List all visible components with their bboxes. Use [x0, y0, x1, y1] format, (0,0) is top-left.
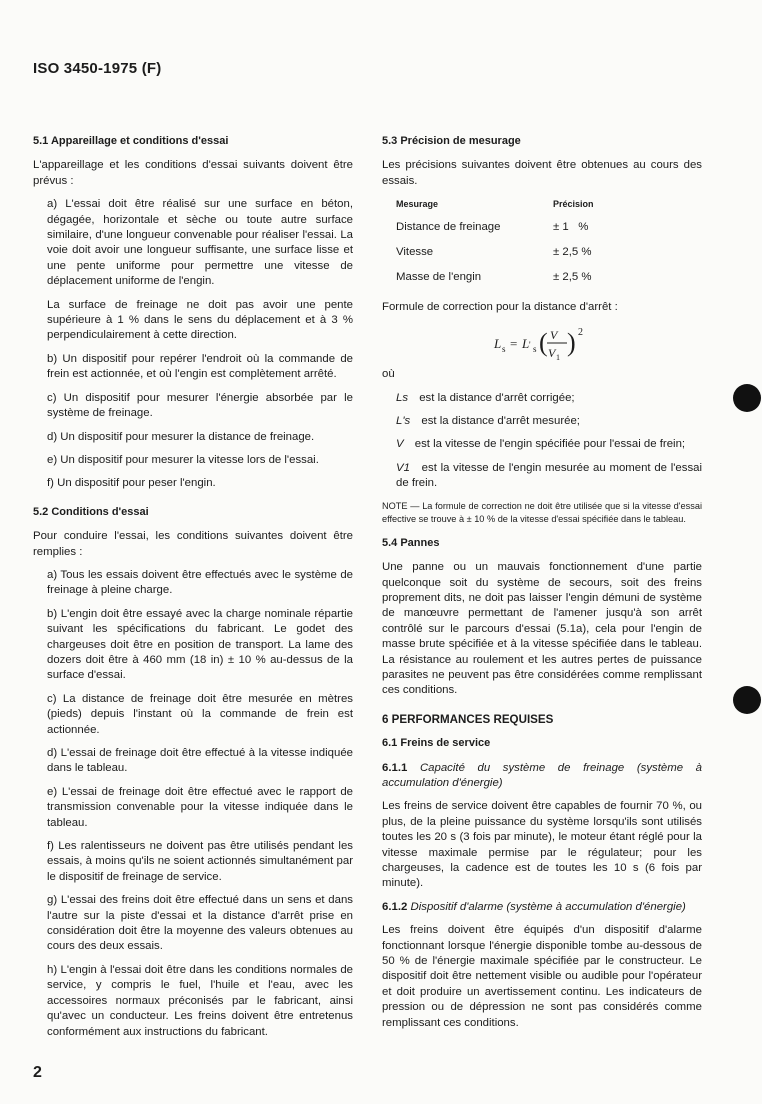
- variable-definition: [396, 461, 702, 492]
- svg-text:1: 1: [556, 353, 560, 363]
- punch-hole-top: [733, 384, 761, 412]
- table-header-precision: Précision: [553, 199, 594, 210]
- item-5-2-e: e) L'essai de freinage doit être effectué avec le rapport de transmission convenable pour la vitesse indiquée dans le tableau.: [47, 785, 353, 829]
- section-6-1-1-text: Les freins de service doivent être capables de fournir 70 %, ou plus, de la pleine puissance du système lorsqu'ils sont utilisés toutes les 20 s (3 fois par minute), le moteur étant réglé pour la vitesse maximale permise par le régulateur; pour les chargeuses, la cadence est de toutes les 10 s (6 fois par minute).: [382, 800, 702, 890]
- svg-text:': ': [529, 340, 531, 351]
- section-5-1-intro: L'appareillage et les conditions d'essai suivants doivent être prévus :: [33, 159, 353, 187]
- formula-intro: Formule de correction pour la distance d'arrêt :: [382, 300, 618, 313]
- table-cell-measure: Vitesse: [396, 246, 434, 259]
- variable-symbol: V: [396, 438, 404, 451]
- table-cell-precision: ± 2,5 %: [553, 246, 592, 259]
- item-5-2-a: a) Tous les essais doivent être effectués avec le système de freinage à pleine charge.: [47, 568, 353, 597]
- table-cell-measure: Distance de freinage: [396, 220, 501, 233]
- variable-symbol: Ls: [396, 391, 409, 404]
- section-6-1-1-heading: [382, 761, 702, 792]
- section-6-1-2-heading: [382, 900, 702, 915]
- item-5-1-e: e) Un dispositif pour mesurer la vitesse lors de l'essai.: [47, 453, 319, 466]
- section-6-1-2-title: Dispositif d'alarme (système à accumulation d'énergie): [410, 900, 686, 913]
- svg-text:V: V: [548, 346, 556, 361]
- formula-graphic: [382, 323, 702, 363]
- variable-text: est la distance d'arrêt mesurée;: [421, 415, 580, 428]
- table-row: [396, 218, 594, 243]
- variable-text: est la vitesse de l'engin spécifiée pour l'essai de frein;: [414, 438, 686, 451]
- variable-text: est la distance d'arrêt corrigée;: [419, 391, 575, 404]
- svg-text:s: s: [533, 344, 537, 355]
- variable-definition: [396, 437, 702, 452]
- item-5-1-f: f) Un dispositif pour peser l'engin.: [47, 477, 216, 490]
- section-6-1-1-title: Capacité du système de freinage (système à accumulation d'énergie): [382, 761, 702, 789]
- left-column: [33, 134, 353, 1048]
- item-5-1-a: a) L'essai doit être réalisé sur une surface en béton, dégagée, horizontale et sèche ou toute autre surface similaire, d'une longueur convenable pour réaliser l'essai. La voie doit avoir une longueur suffisante, une surface lisse et une pente uniforme pour permettre une vitesse de déplacement uniforme de l'engin.: [47, 198, 353, 288]
- correction-formula: [382, 323, 702, 363]
- section-5-4-text: Une panne ou un mauvais fonctionnement d'une partie quelconque soit du système de secours, soit des freins proprement dits, ne doit pas laisser l'engin démuni de système de manœuvre permettant de l'amener jusqu'à son arrêt contrôlé sur le parcours d'essai (5.1a), cela pour l'engin de masse brute spécifiée et à la vitesse spécifiée dans le tableau. La résistance au roulement et les autres pertes de puissance parasites ne peuvent pas être considérées comme remplissant ces conditions.: [382, 561, 702, 697]
- svg-text:): ): [567, 328, 576, 358]
- table-row: [396, 243, 594, 268]
- item-5-1-a-2: La surface de freinage ne doit pas avoir une pente supérieure à 1 % dans le sens du déplacement et à 3 % perpendiculairement à cette direction.: [47, 298, 353, 342]
- section-5-3-title: 5.3 Précision de mesurage: [382, 135, 521, 147]
- svg-text:L: L: [494, 336, 502, 352]
- section-6-1-1-number: 6.1.1: [382, 761, 408, 774]
- item-5-2-h: h) L'engin à l'essai doit être dans les conditions normales de service, y compris le fuel, l'huile et l'eau, avec les accessoires normaux préconisés par le fabricant, ainsi qu'avec un conducteur. Les freins doivent être entretenus conformément aux instructions du fabricant.: [47, 963, 353, 1038]
- svg-text:2: 2: [578, 327, 583, 339]
- svg-text:(: (: [539, 328, 548, 358]
- variable-definition: [396, 391, 702, 406]
- table-cell-precision: ± 1 %: [553, 220, 589, 233]
- section-6-title: 6 PERFORMANCES REQUISES: [382, 712, 554, 726]
- svg-text:=: =: [510, 336, 518, 352]
- where-label: où: [382, 368, 395, 381]
- right-column: [382, 134, 702, 1039]
- variable-text: est la vitesse de l'engin mesurée au moment de l'essai de frein.: [396, 461, 703, 490]
- section-5-4-title: 5.4 Pannes: [382, 536, 440, 549]
- variable-symbol: L's: [396, 415, 411, 428]
- section-6-1-title: 6.1 Freins de service: [382, 737, 491, 750]
- table-header-measure: Mesurage: [396, 199, 439, 210]
- item-5-1-c: c) Un dispositif pour mesurer l'énergie absorbée par le système de freinage.: [47, 391, 353, 420]
- punch-hole-bottom: [733, 686, 761, 714]
- formula-note: NOTE — La formule de correction ne doit être utilisée que si la vitesse d'essai effective se trouve à ± 10 % de la vitesse d'essai spécifiée dans le tableau.: [382, 500, 702, 524]
- variable-definition: [396, 414, 702, 429]
- svg-text:s: s: [502, 344, 506, 355]
- document-header: ISO 3450-1975 (F): [33, 60, 162, 77]
- item-5-2-f: f) Les ralentisseurs ne doivent pas être utilisés pendant les essais, à moins qu'ils ne soient actionnés simultanément par le dispositif de freinage de service.: [47, 840, 353, 883]
- section-5-2-intro: Pour conduire l'essai, les conditions suivantes doivent être remplies :: [33, 530, 353, 558]
- svg-text:V: V: [550, 328, 558, 343]
- section-6-1-2-text: Les freins doivent être équipés d'un dispositif d'alarme fonctionnant lorsque l'énergie disponible tombe au-dessous de 50 % de l'énergie maximale spécifiée par le constructeur. Le dispositif doit être nettement visible ou audible pour l'opérateur et doit produire un avertissement continu. Les indicateurs de pression ou de dépression ne sont pas considérés comme remplissant ces conditions.: [382, 924, 702, 1029]
- item-5-1-b: b) Un dispositif pour repérer l'endroit où la commande de frein est actionnée, et où l'engin est complètement arrêté.: [47, 352, 353, 381]
- precision-table: [396, 197, 594, 294]
- item-5-2-g: g) L'essai des freins doit être effectué dans un sens et dans l'autre sur la piste d'essai et la distance d'arrêt prise en considération doit être la moyenne des valeurs obtenues au cours des deux essais.: [47, 894, 353, 953]
- item-5-2-c: c) La distance de freinage doit être mesurée en mètres (pieds) depuis l'instant où la commande de frein est actionnée.: [47, 692, 353, 736]
- section-5-3-intro: Les précisions suivantes doivent être obtenues au cours des essais.: [382, 159, 702, 187]
- variable-symbol: V1: [396, 461, 410, 474]
- section-5-2-title: 5.2 Conditions d'essai: [33, 505, 149, 518]
- svg-text:L: L: [522, 336, 530, 352]
- table-cell-measure: Masse de l'engin: [396, 271, 482, 284]
- section-5-1-title: 5.1 Appareillage et conditions d'essai: [33, 135, 229, 147]
- section-6-1-2-number: 6.1.2: [382, 900, 408, 913]
- table-row: [396, 268, 594, 293]
- item-5-2-b: b) L'engin doit être essayé avec la charge nominale répartie suivant les spécifications du fabricant. Le godet des chargeuses doit être en position de transport. La lame des dozers doit être à 460 mm (18 in) ± 10 % au-dessus de la surface d'essai.: [47, 607, 353, 682]
- page-number: 2: [33, 1064, 42, 1081]
- table-cell-precision: ± 2,5 %: [553, 271, 592, 284]
- item-5-1-d: d) Un dispositif pour mesurer la distance de freinage.: [47, 430, 315, 443]
- item-5-2-d: d) L'essai de freinage doit être effectué à la vitesse indiquée dans le tableau.: [47, 747, 353, 775]
